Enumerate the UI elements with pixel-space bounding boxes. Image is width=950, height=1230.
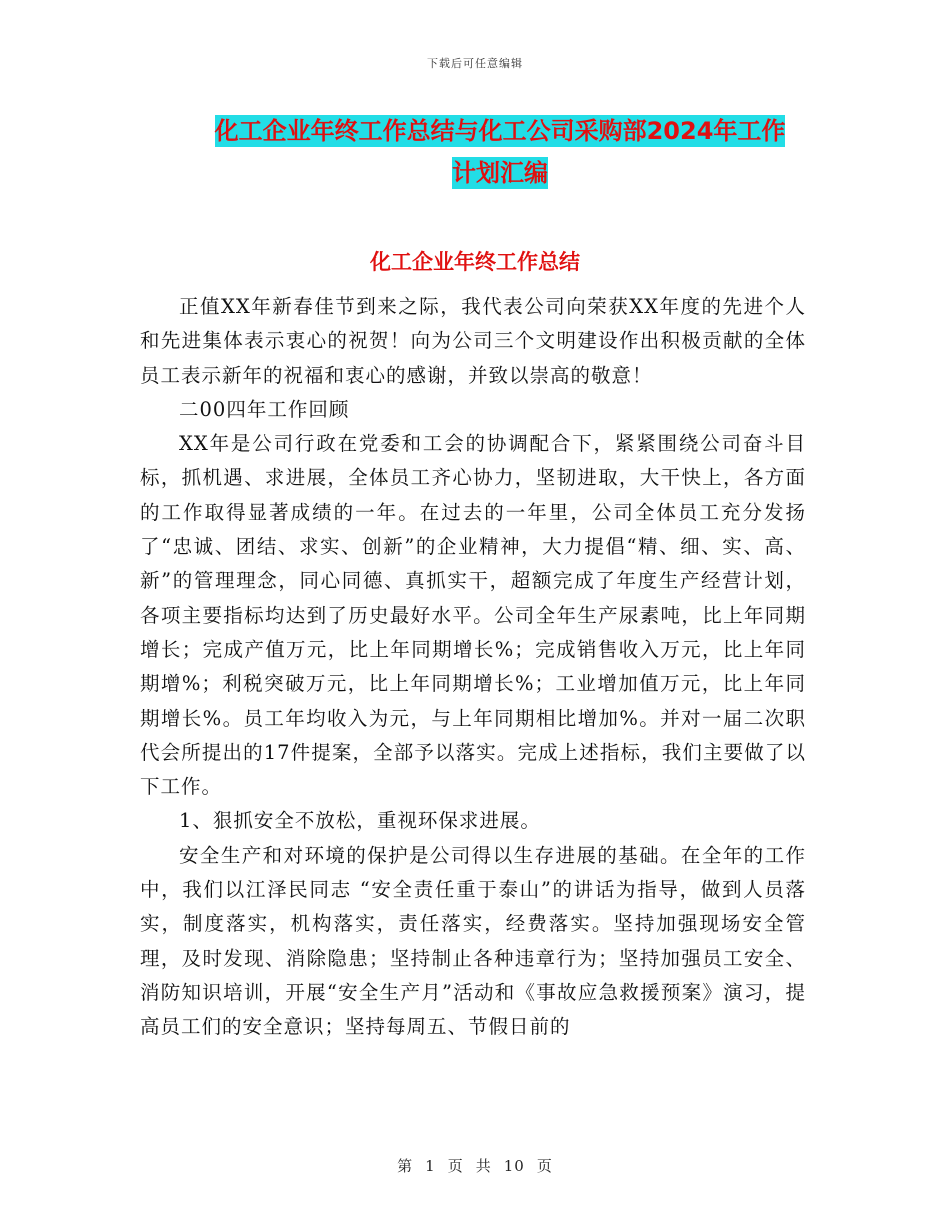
document-body	[140, 290, 806, 1045]
section-title: 化工企业年终工作总结	[370, 250, 580, 274]
paragraph-intro: 正值XX年新春佳节到来之际，我代表公司向荣获XX年度的先进个人和先进集体表示衷心的祝贺！向为公司三个文明建设作出积极贡献的全体员工表示新年的祝福和衷心的感谢，并致以崇高的敬意！	[140, 295, 806, 387]
footer-total-pages: 10	[503, 1157, 525, 1175]
footer-label-ye-2: 页	[536, 1157, 553, 1175]
footer-page-number: 1	[425, 1157, 436, 1175]
document-title-line2: 计划汇编	[452, 159, 548, 187]
document-title	[140, 110, 860, 194]
page-footer	[0, 1155, 950, 1176]
paragraph-review-heading: 二00四年工作回顾	[179, 397, 350, 421]
page-header-note: 下载后可任意编辑	[427, 57, 523, 70]
paragraph-point-1-heading: 1、狠抓安全不放松，重视环保求进展。	[179, 809, 541, 833]
paragraph-review: XX年是公司行政在党委和工会的协调配合下，紧紧围绕公司奋斗目标，抓机遇、求进展，全体员工齐心协力，坚韧进取，大干快上，各方面的工作取得显著成绩的一年。在过去的一年里，公司全体员工充分发扬了“忠诚、团结、求实、创新”的企业精神，大力提倡“精、细、实、高、新”的管理理念，同心同德、真抓实干，超额完成了年度生产经营计划，各项主要指标均达到了历史最好水平。公司全年生产尿素吨，比上年同期增长；完成产值万元，比上年同期增长%；完成销售收入万元，比上年同期增%；利税突破万元，比上年同期增长%；工业增加值万元，比上年同期增长%。员工年均收入为元，与上年同期相比增加%。并对一届二次职代会所提出的17件提案，全部予以落实。完成上述指标，我们主要做了以下工作。	[140, 432, 806, 799]
footer-label-gong: 共	[475, 1157, 492, 1175]
document-title-line1: 化工企业年终工作总结与化工公司采购部2024年工作	[214, 117, 786, 145]
footer-label-ye: 页	[447, 1157, 464, 1175]
paragraph-safety: 安全生产和对环境的保护是公司得以生存进展的基础。在全年的工作中，我们以江泽民同志 “安全责任重于泰山”的讲话为指导，做到人员落实，制度落实，机构落实，责任落实，经费落实。坚持加强现场安全管理，及时发现、消除隐患；坚持制止各种违章行为；坚持加强员工安全、消防知识培训，开展“安全生产月”活动和《事故应急救援预案》演习，提高员工们的安全意识；坚持每周五、节假日前的	[140, 843, 806, 1039]
footer-label-di: 第	[397, 1157, 414, 1175]
